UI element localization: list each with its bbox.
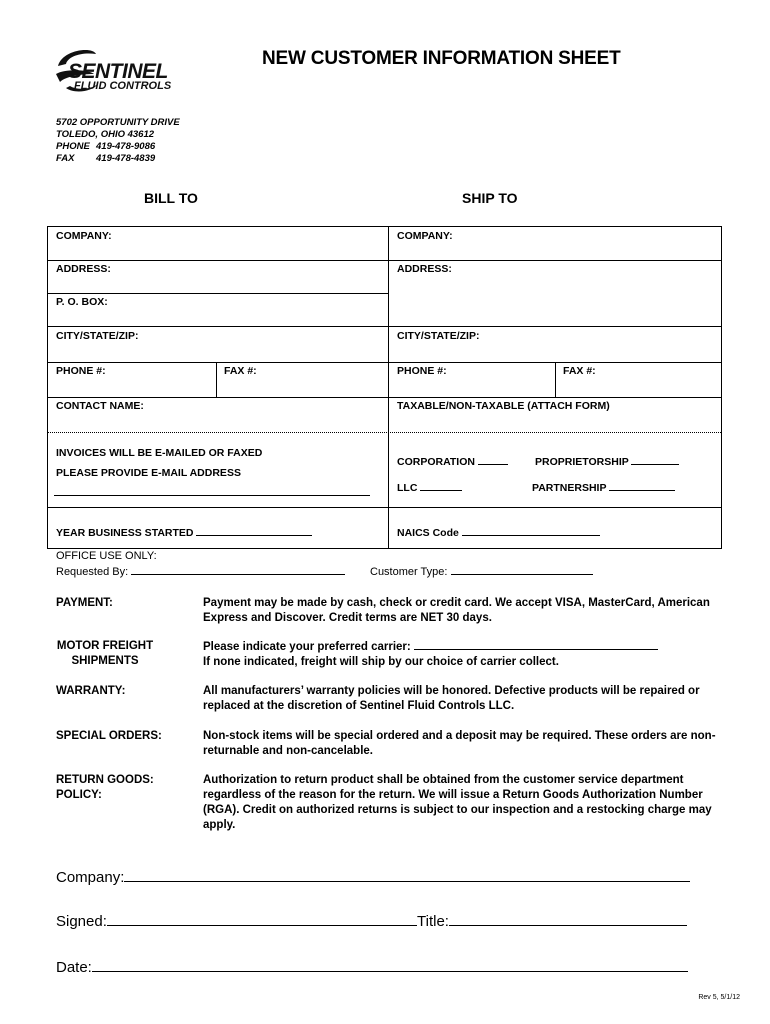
address-line-2: TOLEDO, OHIO 43612	[56, 129, 155, 140]
row-divider	[48, 432, 721, 433]
row-divider	[48, 397, 721, 398]
warranty-text: All manufacturers’ warranty policies will be honored. Defective products will be repaired or replaced at the discretion of Sentinel Fluid Controls LLC.	[203, 685, 700, 712]
phone-line: PHONE 419-478-9086	[56, 141, 156, 152]
motor-freight-label: MOTOR FREIGHT SHIPMENTS	[56, 640, 154, 667]
column-divider	[216, 362, 217, 397]
ship-to-heading: SHIP TO	[462, 190, 518, 206]
invoices-note: INVOICES WILL BE E-MAILED OR FAXED	[56, 447, 263, 459]
email-address-line[interactable]	[54, 495, 370, 496]
preferred-carrier-line[interactable]	[414, 639, 658, 650]
signature-company-field[interactable]: Company:	[56, 866, 690, 886]
row-divider	[48, 260, 721, 261]
row-divider	[48, 362, 721, 363]
logo-subtitle: FLUID CONTROLS	[74, 80, 172, 92]
requested-by-field[interactable]: Requested By:	[56, 564, 345, 578]
company-address	[56, 117, 180, 165]
office-use-heading: OFFICE USE ONLY:	[56, 550, 157, 562]
taxable-field[interactable]: TAXABLE/NON-TAXABLE (ATTACH FORM)	[397, 400, 610, 412]
bill-to-heading: BILL TO	[144, 190, 198, 206]
ship-address-field[interactable]: ADDRESS:	[397, 263, 452, 275]
year-business-started-field[interactable]: YEAR BUSINESS STARTED	[56, 525, 312, 539]
contact-name-field[interactable]: CONTACT NAME:	[56, 400, 144, 412]
bill-phone-field[interactable]: PHONE #:	[56, 365, 106, 377]
motor-freight-text: Please indicate your preferred carrier: If none indicated, freight will ship by our choice of carrier collect.	[203, 639, 723, 670]
page-title: NEW CUSTOMER INFORMATION SHEET	[262, 48, 621, 69]
logo-wordmark: SENTINEL	[68, 60, 168, 83]
bill-fax-field[interactable]: FAX #:	[224, 365, 257, 377]
special-orders-label: SPECIAL ORDERS:	[56, 730, 162, 742]
proprietorship-option[interactable]: PROPRIETORSHIP	[535, 454, 679, 468]
llc-option[interactable]: LLC	[397, 480, 462, 494]
fax-line: FAX 419-478-4839	[56, 153, 156, 164]
column-divider	[555, 362, 556, 397]
payment-text: Payment may be made by cash, check or credit card. We accept VISA, MasterCard, American Express and Discover. Credit terms are NET 30 days.	[203, 597, 710, 624]
return-goods-label: RETURN GOODS: POLICY:	[56, 774, 154, 801]
revision-note: Rev 5, 5/1/12	[698, 994, 740, 1001]
title-field[interactable]: Title:	[417, 910, 687, 930]
company-logo	[52, 44, 202, 100]
ship-phone-field[interactable]: PHONE #:	[397, 365, 447, 377]
address-line-1: 5702 OPPORTUNITY DRIVE	[56, 117, 180, 128]
warranty-label: WARRANTY:	[56, 685, 126, 697]
email-prompt: PLEASE PROVIDE E-MAIL ADDRESS	[56, 467, 241, 479]
corporation-option[interactable]: CORPORATION	[397, 454, 508, 468]
bill-city-state-zip-field[interactable]: CITY/STATE/ZIP:	[56, 330, 139, 342]
bill-company-field[interactable]: COMPANY:	[56, 230, 112, 242]
bill-po-box-field[interactable]: P. O. BOX:	[56, 296, 108, 308]
ship-company-field[interactable]: COMPANY:	[397, 230, 453, 242]
ship-city-state-zip-field[interactable]: CITY/STATE/ZIP:	[397, 330, 480, 342]
row-divider	[48, 326, 721, 327]
date-field[interactable]: Date:	[56, 956, 688, 976]
row-divider	[48, 507, 721, 508]
ship-fax-field[interactable]: FAX #:	[563, 365, 596, 377]
column-divider	[388, 227, 389, 548]
row-divider	[48, 293, 388, 294]
signed-field[interactable]: Signed:	[56, 910, 417, 930]
partnership-option[interactable]: PARTNERSHIP	[532, 480, 675, 494]
customer-type-field[interactable]: Customer Type:	[370, 564, 593, 578]
customer-form-grid	[47, 226, 722, 549]
naics-code-field[interactable]: NAICS Code	[397, 525, 600, 539]
payment-label: PAYMENT:	[56, 597, 113, 609]
bill-address-field[interactable]: ADDRESS:	[56, 263, 111, 275]
return-goods-text: Authorization to return product shall be obtained from the customer service department regardless of the reason for the return. We will issue a Return Goods Authorization Number (RGA). Credit on authorized returns is subject to our inspection and a restocking charge may apply.	[203, 774, 712, 831]
special-orders-text: Non-stock items will be special ordered and a deposit may be required. These orders are non-returnable and non-cancelable.	[203, 730, 716, 757]
